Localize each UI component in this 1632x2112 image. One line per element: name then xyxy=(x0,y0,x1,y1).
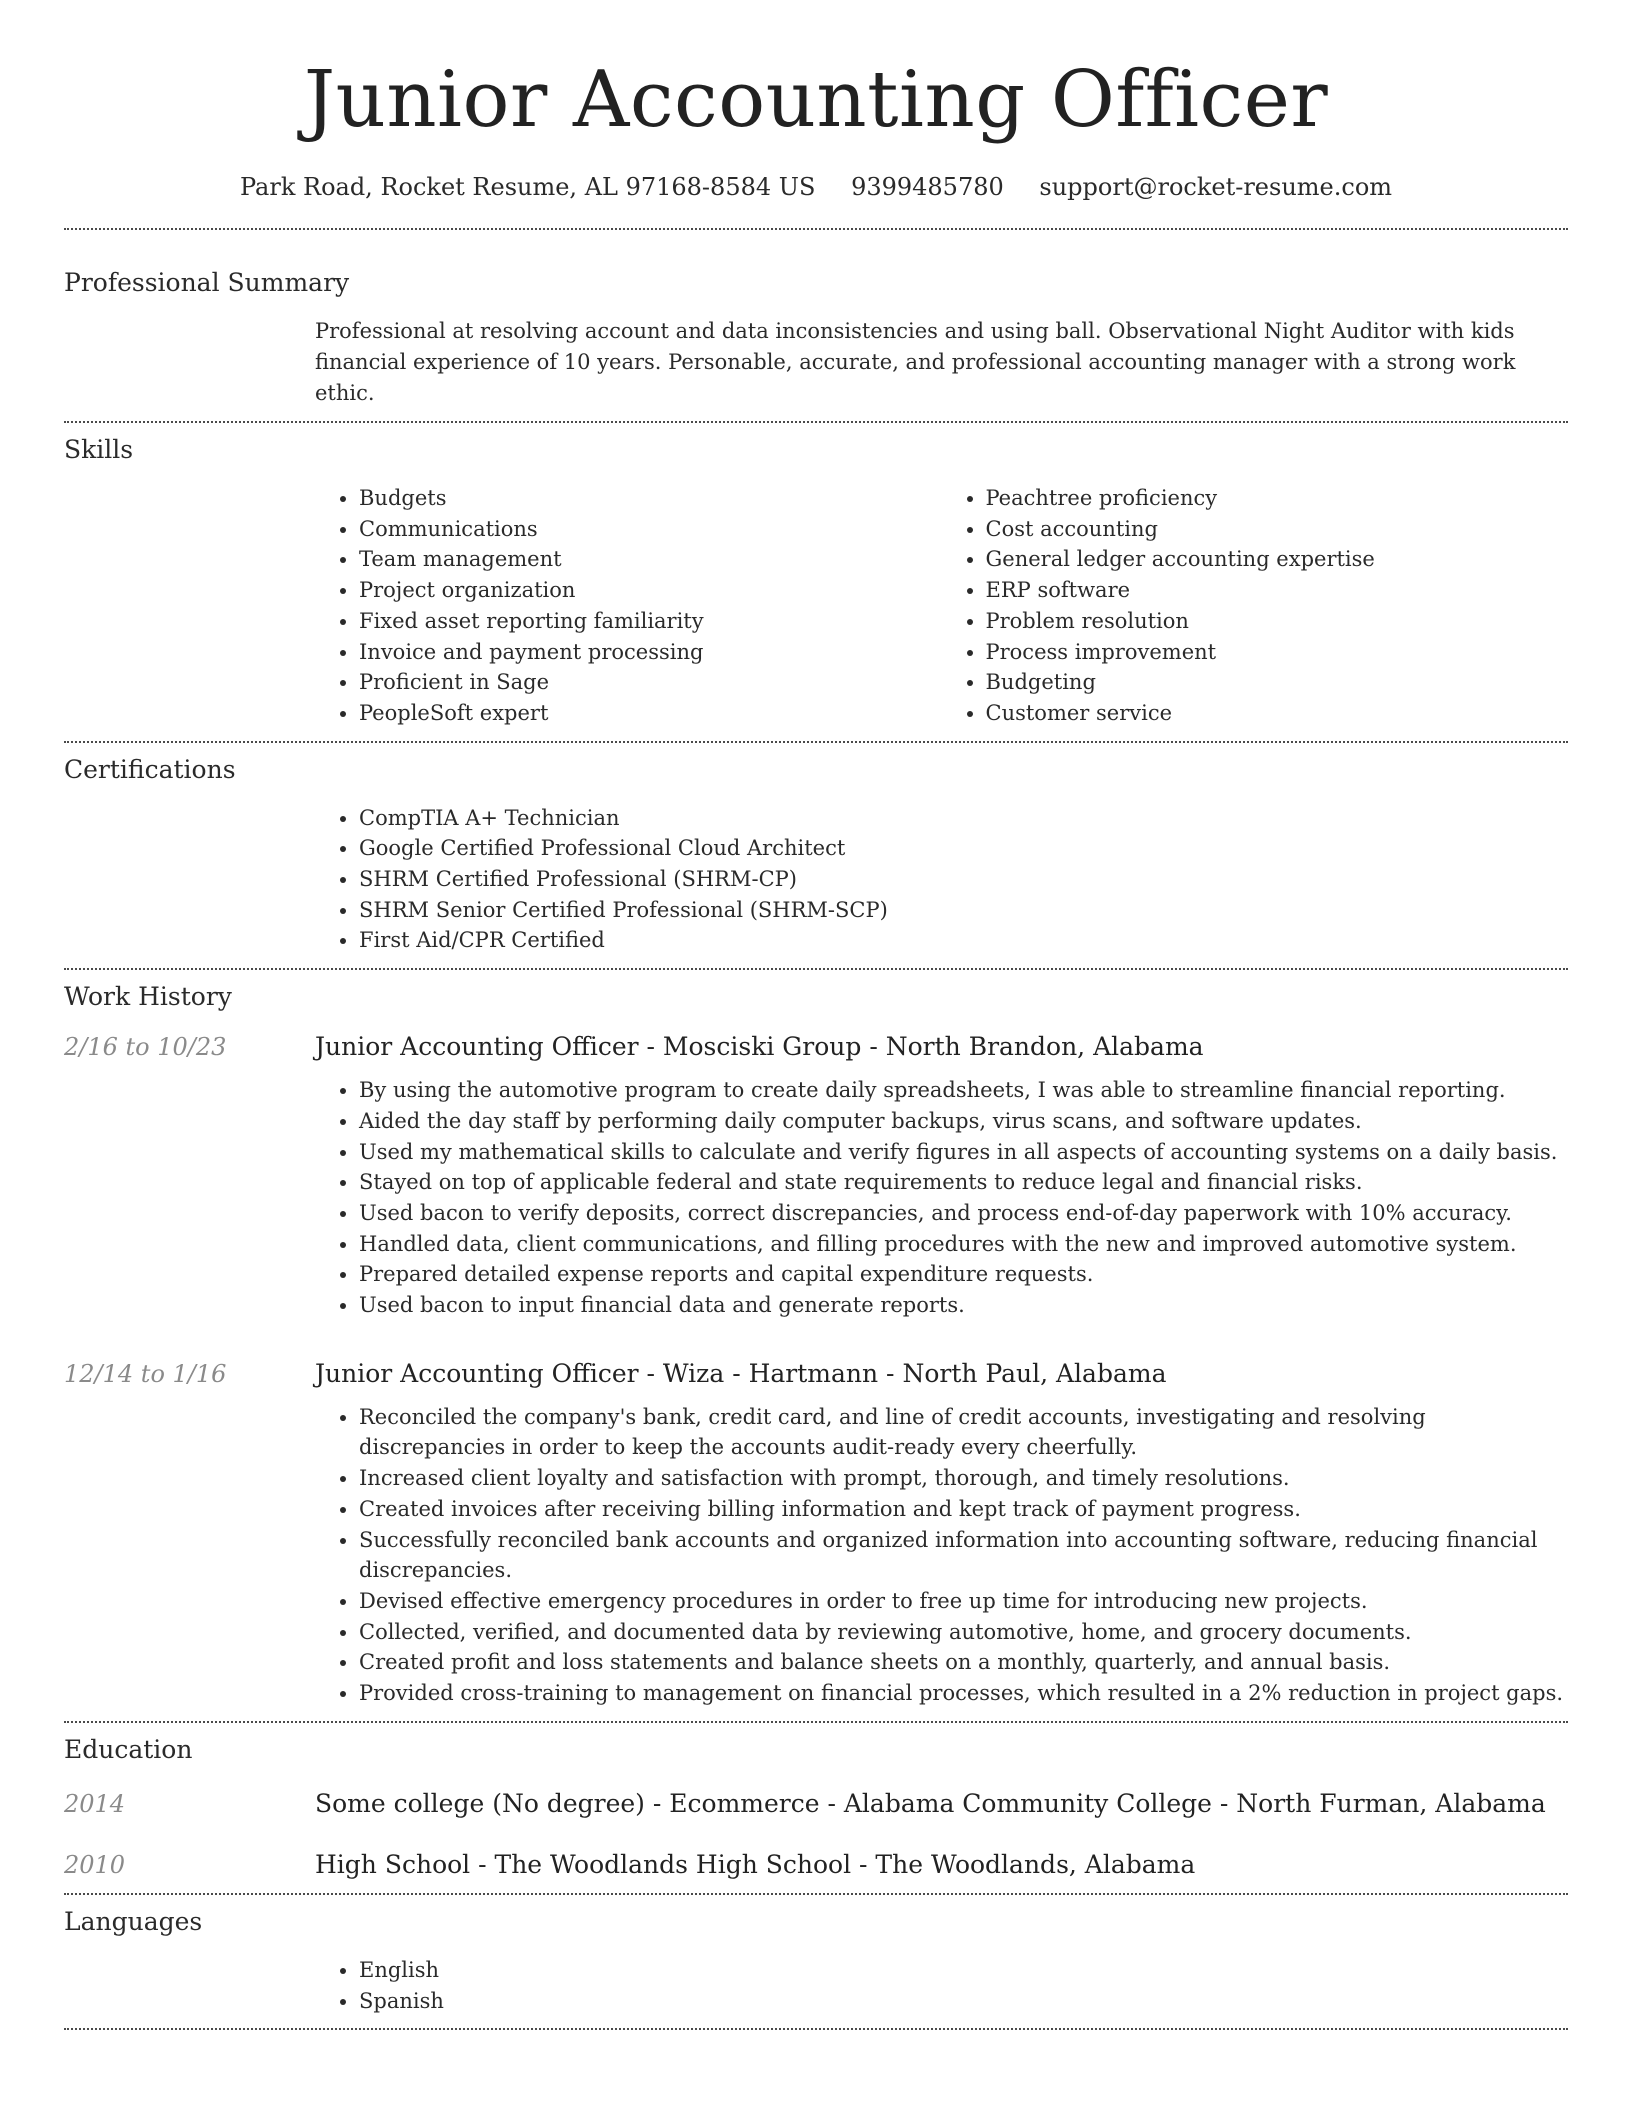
section-education xyxy=(64,1733,1568,1879)
job-bullet: • By using the automotive program to create daily spreadsheets, I was able to streamline financial reporting. xyxy=(359,1075,1568,1106)
job-bullet: • Used bacon to verify deposits, correct discrepancies, and process end-of-day paperwork with 10% accuracy. xyxy=(359,1198,1568,1229)
job-bullet: • Created profit and loss statements and balance sheets on a monthly, quarterly, and annual basis. xyxy=(359,1647,1568,1678)
section-divider xyxy=(64,228,1568,230)
section-divider xyxy=(64,421,1568,423)
language-item: • English xyxy=(359,1955,1568,1986)
section-certifications xyxy=(64,753,1568,957)
section-divider xyxy=(64,2028,1568,2030)
education-year: 2014 xyxy=(64,1789,126,1818)
skill-item: • PeopleSoft expert xyxy=(359,698,942,729)
job-title: Junior Accounting Officer - Wiza - Hartmann - North Paul, Alabama xyxy=(315,1358,1167,1388)
contact-email: support@rocket-resume.com xyxy=(1039,173,1393,201)
job-bullet: • Aided the day staff by performing daily computer backups, virus scans, and software updates. xyxy=(359,1106,1568,1137)
languages-list xyxy=(315,1955,1568,2016)
education-entry xyxy=(64,1789,1568,1818)
skills-list-right xyxy=(942,483,1569,729)
job-entry xyxy=(64,1032,1568,1321)
certification-item: • CompTIA A+ Technician xyxy=(359,803,1568,834)
job-entry xyxy=(64,1359,1568,1709)
job-bullet: • Devised effective emergency procedures in order to free up time for introducing new projects. xyxy=(359,1586,1568,1617)
job-header xyxy=(64,1032,1568,1061)
section-divider xyxy=(64,741,1568,743)
section-divider xyxy=(64,1721,1568,1723)
skill-item: • Invoice and payment processing xyxy=(359,637,942,668)
certification-item: • First Aid/CPR Certified xyxy=(359,925,1568,956)
job-bullets xyxy=(315,1402,1568,1709)
skill-item: • Communications xyxy=(359,514,942,545)
job-bullet: • Collected, verified, and documented data by reviewing automotive, home, and grocery documents. xyxy=(359,1617,1568,1648)
skill-item: • Cost accounting xyxy=(986,514,1569,545)
job-bullet: • Prepared detailed expense reports and capital expenditure requests. xyxy=(359,1259,1568,1290)
section-title-summary: Professional Summary xyxy=(64,268,350,297)
job-bullet: • Increased client loyalty and satisfaction with prompt, thorough, and timely resolutions. xyxy=(359,1463,1568,1494)
job-dates: 2/16 to 10/23 xyxy=(64,1033,227,1062)
job-title: Junior Accounting Officer - Mosciski Group - North Brandon, Alabama xyxy=(315,1032,1204,1062)
summary-text: Professional at resolving account and data inconsistencies and using ball. Observational Night Auditor with kids financial experience of 10 years. Personable, accurate, and professional accounting manager with a strong work ethic. xyxy=(315,319,1516,405)
skill-item: • Budgets xyxy=(359,483,942,514)
section-title-certifications: Certifications xyxy=(64,754,236,784)
education-year: 2010 xyxy=(64,1850,126,1879)
resume-name: Junior Accounting Officer xyxy=(303,55,1329,145)
job-bullet: • Used my mathematical skills to calculate and verify figures in all aspects of accounting systems on a daily basis. xyxy=(359,1137,1568,1168)
skill-item: • Team management xyxy=(359,544,942,575)
section-skills xyxy=(64,433,1568,729)
certification-item: • SHRM Senior Certified Professional (SHRM-SCP) xyxy=(359,895,1568,926)
certifications-list xyxy=(315,803,1568,957)
job-bullet: • Created invoices after receiving billing information and kept track of payment progress. xyxy=(359,1494,1568,1525)
skill-item: • Problem resolution xyxy=(986,606,1569,637)
job-bullet: • Provided cross-training to management on financial processes, which resulted in a 2% reduction in project gaps. xyxy=(359,1678,1568,1709)
skill-item: • Customer service xyxy=(986,698,1569,729)
section-divider xyxy=(64,968,1568,970)
education-title: Some college (No degree) - Ecommerce - Alabama Community College - North Furman, Alabama xyxy=(315,1788,1546,1818)
job-dates: 12/14 to 1/16 xyxy=(64,1359,227,1388)
job-header xyxy=(64,1359,1568,1388)
contact-address: Park Road, Rocket Resume, AL 97168-8584 US xyxy=(239,173,816,201)
section-title-languages: Languages xyxy=(64,1906,203,1936)
certification-item: • Google Certified Professional Cloud Architect xyxy=(359,833,1568,864)
section-title-education: Education xyxy=(64,1734,193,1764)
job-bullet: • Used bacon to input financial data and generate reports. xyxy=(359,1290,1568,1321)
section-languages xyxy=(64,1905,1568,2016)
job-bullets xyxy=(315,1075,1568,1321)
job-bullet: • Stayed on top of applicable federal and state requirements to reduce legal and financial risks. xyxy=(359,1167,1568,1198)
skills-grid xyxy=(315,483,1568,729)
section-divider xyxy=(64,1893,1568,1895)
section-title-work: Work History xyxy=(64,982,232,1012)
skill-item: • Fixed asset reporting familiarity xyxy=(359,606,942,637)
certification-item: • SHRM Certified Professional (SHRM-CP) xyxy=(359,864,1568,895)
education-title: High School - The Woodlands High School - The Woodlands, Alabama xyxy=(315,1849,1196,1879)
skill-item: • Proficient in Sage xyxy=(359,667,942,698)
job-bullet: • Reconciled the company's bank, credit card, and line of credit accounts, investigating and resolving discrepancies in order to keep the accounts audit-ready every cheerfully. xyxy=(359,1402,1568,1463)
skill-item: • Process improvement xyxy=(986,637,1569,668)
contact-line xyxy=(64,170,1568,204)
job-bullet: • Successfully reconciled bank accounts and organized information into accounting software, reducing financial discrepancies. xyxy=(359,1525,1568,1586)
job-bullet: • Handled data, client communications, and filling procedures with the new and improved automotive system. xyxy=(359,1229,1568,1260)
section-work-history xyxy=(64,980,1568,1709)
education-entry xyxy=(64,1850,1568,1879)
skill-item: • Peachtree proficiency xyxy=(986,483,1569,514)
section-summary xyxy=(64,266,1568,409)
skill-item: • Project organization xyxy=(359,575,942,606)
contact-phone: 9399485780 xyxy=(851,173,1004,201)
language-item: • Spanish xyxy=(359,1986,1568,2017)
skills-list-left xyxy=(315,483,942,729)
section-title-skills: Skills xyxy=(64,435,134,464)
skill-item: • ERP software xyxy=(986,575,1569,606)
skill-item: • Budgeting xyxy=(986,667,1569,698)
skill-item: • General ledger accounting expertise xyxy=(986,544,1569,575)
